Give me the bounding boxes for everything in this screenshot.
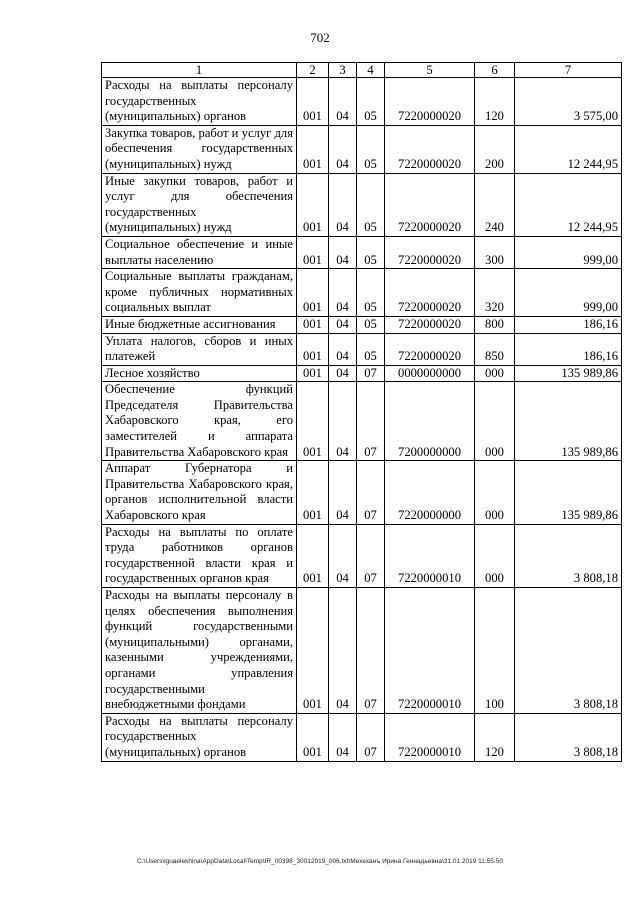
row-target-article: 7220000010 <box>385 713 475 761</box>
row-amount: 3 808,18 <box>515 713 622 761</box>
row-target-article: 7220000020 <box>385 236 475 268</box>
row-name: Обеспечение функций Председателя Правительства Хабаровского края, его заместителей и аппарата Правительства Хабаровского края <box>102 382 297 461</box>
row-subsection: 05 <box>357 236 385 268</box>
col-header-5: 5 <box>385 63 475 78</box>
col-header-2: 2 <box>297 63 329 78</box>
col-header-4: 4 <box>357 63 385 78</box>
row-section: 04 <box>329 461 357 524</box>
row-expense-type: 000 <box>475 365 515 382</box>
row-subsection: 05 <box>357 78 385 126</box>
col-header-7: 7 <box>515 63 622 78</box>
row-name: Аппарат Губернатора и Правительства Хабаровского края, органов исполнительной власти Хабаровского края <box>102 461 297 524</box>
row-amount: 3 808,18 <box>515 524 622 587</box>
table-row <box>102 382 622 461</box>
row-expense-type: 800 <box>475 316 515 333</box>
row-name: Расходы на выплаты персоналу в целях обеспечения выполнения функций государственными (муниципальными) органами, казенными учреждениями, органами управления государственными внебюджетными фондами <box>102 588 297 714</box>
page-number: 702 <box>310 30 330 45</box>
row-amount: 135 989,86 <box>515 382 622 461</box>
row-section: 04 <box>329 173 357 236</box>
row-code-admin: 001 <box>297 173 329 236</box>
row-amount: 3 575,00 <box>515 78 622 126</box>
row-expense-type: 200 <box>475 125 515 173</box>
row-expense-type: 120 <box>475 78 515 126</box>
row-amount: 999,00 <box>515 269 622 317</box>
row-subsection: 07 <box>357 588 385 714</box>
row-subsection: 07 <box>357 382 385 461</box>
row-amount: 12 244,95 <box>515 125 622 173</box>
row-section: 04 <box>329 269 357 317</box>
row-code-admin: 001 <box>297 365 329 382</box>
col-header-1: 1 <box>102 63 297 78</box>
row-name: Иные закупки товаров, работ и услуг для обеспечения государственных (муниципальных) нужд <box>102 173 297 236</box>
row-name: Расходы на выплаты персоналу государственных (муниципальных) органов <box>102 78 297 126</box>
row-subsection: 05 <box>357 173 385 236</box>
row-expense-type: 000 <box>475 382 515 461</box>
row-target-article: 7220000020 <box>385 316 475 333</box>
table-row <box>102 78 622 126</box>
row-amount: 186,16 <box>515 333 622 365</box>
col-header-3: 3 <box>329 63 357 78</box>
row-name: Социальные выплаты гражданам, кроме публичных нормативных социальных выплат <box>102 269 297 317</box>
row-amount: 999,00 <box>515 236 622 268</box>
row-section: 04 <box>329 588 357 714</box>
row-subsection: 07 <box>357 524 385 587</box>
table-row <box>102 173 622 236</box>
table-row <box>102 333 622 365</box>
row-target-article: 7220000020 <box>385 269 475 317</box>
table-row <box>102 236 622 268</box>
row-target-article: 7220000020 <box>385 78 475 126</box>
row-name: Лесное хозяйство <box>102 365 297 382</box>
row-name: Закупка товаров, работ и услуг для обеспечения государственных (муниципальных) нужд <box>102 125 297 173</box>
row-section: 04 <box>329 382 357 461</box>
row-code-admin: 001 <box>297 269 329 317</box>
table-row <box>102 713 622 761</box>
row-section: 04 <box>329 365 357 382</box>
row-code-admin: 001 <box>297 461 329 524</box>
row-subsection: 07 <box>357 713 385 761</box>
row-section: 04 <box>329 78 357 126</box>
table-row <box>102 125 622 173</box>
table-row <box>102 524 622 587</box>
row-expense-type: 000 <box>475 461 515 524</box>
row-subsection: 07 <box>357 365 385 382</box>
row-code-admin: 001 <box>297 382 329 461</box>
row-subsection: 07 <box>357 461 385 524</box>
row-subsection: 05 <box>357 316 385 333</box>
budget-table <box>101 62 622 762</box>
row-code-admin: 001 <box>297 125 329 173</box>
row-amount: 186,16 <box>515 316 622 333</box>
row-code-admin: 001 <box>297 78 329 126</box>
row-name: Иные бюджетные ассигнования <box>102 316 297 333</box>
row-code-admin: 001 <box>297 524 329 587</box>
row-target-article: 7220000010 <box>385 588 475 714</box>
row-target-article: 7220000010 <box>385 524 475 587</box>
row-amount: 12 244,95 <box>515 173 622 236</box>
row-expense-type: 100 <box>475 588 515 714</box>
row-expense-type: 240 <box>475 173 515 236</box>
row-section: 04 <box>329 316 357 333</box>
row-section: 04 <box>329 236 357 268</box>
row-expense-type: 000 <box>475 524 515 587</box>
row-name: Социальное обеспечение и иные выплаты населению <box>102 236 297 268</box>
row-name: Расходы на выплаты персоналу государственных (муниципальных) органов <box>102 713 297 761</box>
row-code-admin: 001 <box>297 713 329 761</box>
row-target-article: 7220000000 <box>385 461 475 524</box>
table-row <box>102 269 622 317</box>
row-target-article: 0000000000 <box>385 365 475 382</box>
row-name: Уплата налогов, сборов и иных платежей <box>102 333 297 365</box>
row-name: Расходы на выплаты по оплате труда работников органов государственной власти края и государственных органов края <box>102 524 297 587</box>
row-target-article: 7220000020 <box>385 173 475 236</box>
row-subsection: 05 <box>357 125 385 173</box>
row-section: 04 <box>329 524 357 587</box>
row-section: 04 <box>329 333 357 365</box>
row-section: 04 <box>329 125 357 173</box>
row-expense-type: 120 <box>475 713 515 761</box>
row-section: 04 <box>329 713 357 761</box>
row-subsection: 05 <box>357 269 385 317</box>
col-header-6: 6 <box>475 63 515 78</box>
row-code-admin: 001 <box>297 236 329 268</box>
row-target-article: 7220000020 <box>385 125 475 173</box>
row-expense-type: 300 <box>475 236 515 268</box>
row-target-article: 7220000020 <box>385 333 475 365</box>
row-amount: 135 989,86 <box>515 461 622 524</box>
row-target-article: 7200000000 <box>385 382 475 461</box>
table-row <box>102 365 622 382</box>
table-row <box>102 588 622 714</box>
table-row <box>102 316 622 333</box>
header-row <box>102 63 622 78</box>
row-code-admin: 001 <box>297 588 329 714</box>
row-subsection: 05 <box>357 333 385 365</box>
row-expense-type: 850 <box>475 333 515 365</box>
row-code-admin: 001 <box>297 333 329 365</box>
file-path-footer: C:\Users\iguaelekhina\AppData\Local\Temp\IR_00398_30012019_006.txt\Мехеханъ Ирина Геннадьевна\31.01.2019 11:55:50 <box>137 858 503 865</box>
row-amount: 135 989,86 <box>515 365 622 382</box>
table-row <box>102 461 622 524</box>
row-code-admin: 001 <box>297 316 329 333</box>
row-expense-type: 320 <box>475 269 515 317</box>
row-amount: 3 808,18 <box>515 588 622 714</box>
